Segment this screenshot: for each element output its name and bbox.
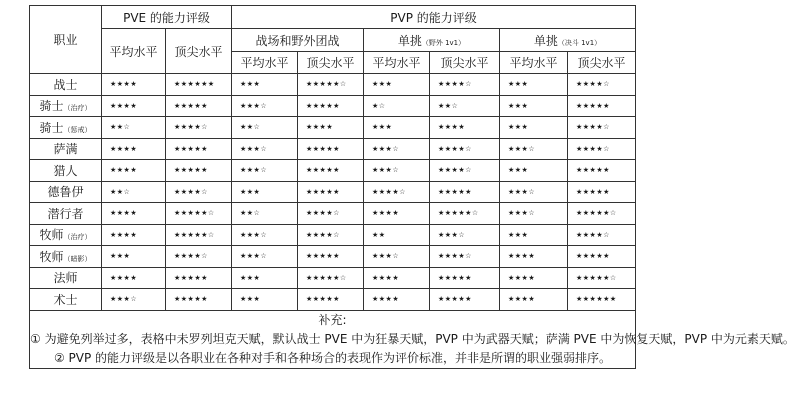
rating-cell: ★★★☆ (364, 138, 430, 160)
rating-cell: ★★★★★ (298, 246, 364, 268)
rating-cell: ★★★ (232, 289, 298, 311)
rating-cell: ★★★★☆ (430, 138, 500, 160)
class-name-cell (30, 289, 102, 311)
rating-cell: ★★★★★☆ (298, 74, 364, 96)
header-battleground: 战场和野外团战 (232, 29, 364, 52)
header-duel2-avg: 平均水平 (500, 52, 568, 74)
rating-cell: ★★★★ (500, 289, 568, 311)
rating-cell: ★★☆ (232, 117, 298, 139)
rating-cell: ★★★ (232, 267, 298, 289)
rating-cell: ★★★ (232, 74, 298, 96)
header-duel-arena (500, 29, 636, 52)
rating-cell: ★★☆ (430, 95, 500, 117)
header-pve: PVE 的能力评级 (102, 6, 232, 29)
rating-cell: ★★★★ (430, 117, 500, 139)
table-row (30, 224, 636, 246)
note-2: ② PVP 的能力评级是以各职业在各种对手和各种场合的表现作为评价标准，并非是所谓的职业强弱排序。 (53, 350, 612, 365)
class-rating-table (29, 5, 795, 369)
rating-table-frame (29, 5, 795, 406)
header-duel1-top: 顶尖水平 (430, 52, 500, 74)
header-bg-top: 顶尖水平 (298, 52, 364, 74)
header-pvp: PVP 的能力评级 (232, 6, 636, 29)
rating-cell: ★★★★★ (166, 95, 232, 117)
rating-cell: ★★★★★ (568, 181, 636, 203)
class-name-cell (30, 224, 102, 246)
header-class: 职业 (30, 6, 102, 74)
rating-cell: ★★★★ (364, 267, 430, 289)
rating-cell: ★★★★☆ (568, 117, 636, 139)
rating-cell: ★★★☆ (232, 95, 298, 117)
rating-cell: ★★★★★ (166, 138, 232, 160)
table-row (30, 289, 636, 311)
rating-cell: ★★★★★☆ (568, 203, 636, 225)
duel-field-title: 单挑 (397, 33, 422, 48)
class-name-cell (30, 203, 102, 225)
rating-cell: ★★★★★ (430, 267, 500, 289)
rating-cell: ★★★★★★ (568, 289, 636, 311)
rating-cell: ★★★★ (500, 246, 568, 268)
rating-cell: ★★★★☆ (568, 74, 636, 96)
rating-cell: ★★★★ (102, 203, 166, 225)
rating-cell: ★★★★☆ (298, 203, 364, 225)
class-name-cell (30, 117, 102, 139)
rating-cell: ★★★★☆ (568, 138, 636, 160)
rating-cell: ★★★☆ (500, 203, 568, 225)
rating-cell: ★★★★ (102, 267, 166, 289)
table-row (30, 203, 636, 225)
header-pve-avg: 平均水平 (102, 29, 166, 74)
class-spec: （惩戒） (63, 125, 92, 134)
duel-arena-title: 单挑 (533, 33, 558, 48)
rating-cell: ★★★★★☆ (298, 267, 364, 289)
rating-cell: ★★★★☆ (166, 246, 232, 268)
rating-cell: ★★★ (102, 246, 166, 268)
rating-cell: ★★★☆ (364, 160, 430, 182)
class-name-cell (30, 267, 102, 289)
class-spec: （治疗） (63, 233, 92, 242)
rating-cell: ★★★★ (102, 224, 166, 246)
class-name: 潜行者 (47, 206, 84, 221)
class-name: 牧师 (39, 249, 64, 264)
rating-cell: ★★★★★ (298, 95, 364, 117)
class-name-cell (30, 160, 102, 182)
rating-cell: ★★★★ (102, 138, 166, 160)
rating-cell: ★★☆ (102, 117, 166, 139)
rating-cell: ★★★★★ (430, 289, 500, 311)
rating-cell: ★★★★☆ (430, 74, 500, 96)
class-name-cell (30, 74, 102, 96)
rating-cell: ★★★☆ (232, 246, 298, 268)
header-bg-avg: 平均水平 (232, 52, 298, 74)
note-1: ① 为避免列举过多，表格中未罗列坦克天赋，默认战士 PVE 中为狂暴天赋，PVP 中为武器天赋；萨满 PVE 中为恢复天赋，PVP 中为元素天赋。 (30, 331, 795, 346)
header-duel1-avg: 平均水平 (364, 52, 430, 74)
rating-cell: ★★★★★☆ (568, 267, 636, 289)
rating-cell: ★★★★☆ (430, 160, 500, 182)
class-name: 法师 (53, 271, 78, 286)
rating-cell: ★★★★★ (166, 160, 232, 182)
rating-cell: ★★★★★☆ (166, 224, 232, 246)
rating-cell: ★★★★★ (568, 95, 636, 117)
rating-cell: ★★★★☆ (166, 117, 232, 139)
rating-cell: ★★ (364, 224, 430, 246)
rating-cell: ★★★☆ (232, 224, 298, 246)
table-row (30, 181, 636, 203)
class-name: 德鲁伊 (47, 185, 84, 200)
rating-cell: ★★★★ (102, 74, 166, 96)
class-name: 骑士 (39, 99, 64, 114)
duel-arena-note: （决斗 1v1） (557, 38, 602, 47)
rating-cell: ★★★★☆ (430, 246, 500, 268)
class-name-cell (30, 95, 102, 117)
class-name-cell (30, 138, 102, 160)
duel-field-note: （野外 1v1） (421, 38, 466, 47)
rating-cell: ★★★ (500, 117, 568, 139)
rating-cell: ★★★★★ (298, 289, 364, 311)
table-row (30, 160, 636, 182)
rating-cell: ★★★☆ (232, 138, 298, 160)
class-name: 猎人 (53, 163, 78, 178)
rating-cell: ★★★★★ (166, 289, 232, 311)
rating-cell: ★★★★★ (568, 160, 636, 182)
rating-cell: ★★★★★ (166, 267, 232, 289)
rating-cell: ★★★☆ (102, 289, 166, 311)
rating-cell: ★★★★ (364, 289, 430, 311)
rating-cell: ★★★☆ (364, 246, 430, 268)
class-name-cell (30, 246, 102, 268)
header-duel2-top: 顶尖水平 (568, 52, 636, 74)
notes-title: 补充: (318, 312, 347, 327)
rating-cell: ★★☆ (232, 203, 298, 225)
rating-cell: ★★★★☆ (166, 181, 232, 203)
table-row (30, 138, 636, 160)
rating-cell: ★★★★ (102, 160, 166, 182)
table-row (30, 74, 636, 96)
class-name: 骑士 (39, 120, 64, 135)
notes-cell (30, 310, 795, 368)
rating-cell: ★★★ (364, 117, 430, 139)
rating-cell: ★★★★☆ (298, 224, 364, 246)
rating-cell: ★★★ (364, 74, 430, 96)
class-name: 牧师 (39, 228, 64, 243)
rating-cell: ★★★☆ (500, 138, 568, 160)
rating-cell: ★★★★ (500, 267, 568, 289)
rating-cell: ★★★☆ (500, 181, 568, 203)
rating-cell: ★★★★☆ (568, 224, 636, 246)
rating-cell: ★★☆ (102, 181, 166, 203)
rating-cell: ★★★☆ (430, 224, 500, 246)
rating-cell: ★★★★★☆ (430, 203, 500, 225)
class-name-cell (30, 181, 102, 203)
rating-cell: ★★★★★ (568, 246, 636, 268)
rating-cell: ★★★★★☆ (166, 203, 232, 225)
table-row (30, 117, 636, 139)
class-spec: （治疗） (63, 104, 92, 113)
class-spec: （暗影） (63, 254, 92, 263)
rating-cell: ★★★★☆ (364, 181, 430, 203)
table-row (30, 267, 636, 289)
rating-cell: ★★★★ (298, 117, 364, 139)
rating-cell: ★★★★ (364, 203, 430, 225)
rating-cell: ★★★★★ (298, 181, 364, 203)
table-row (30, 95, 636, 117)
rating-cell: ★★★ (500, 74, 568, 96)
header-duel-field (364, 29, 500, 52)
rating-cell: ★★★★★ (430, 181, 500, 203)
rating-cell: ★★★★★ (298, 160, 364, 182)
rating-cell: ★★★ (500, 160, 568, 182)
rating-cell: ★☆ (364, 95, 430, 117)
class-name: 萨满 (53, 142, 78, 157)
table-row (30, 246, 636, 268)
rating-cell: ★★★★ (102, 95, 166, 117)
rating-cell: ★★★ (500, 95, 568, 117)
rating-cell: ★★★★★ (298, 138, 364, 160)
class-name: 术士 (53, 292, 78, 307)
rating-cell: ★★★ (500, 224, 568, 246)
header-pve-top: 顶尖水平 (166, 29, 232, 74)
rating-cell: ★★★☆ (232, 160, 298, 182)
class-name: 战士 (53, 77, 78, 92)
rating-cell: ★★★★★★ (166, 74, 232, 96)
rating-cell: ★★★ (232, 181, 298, 203)
